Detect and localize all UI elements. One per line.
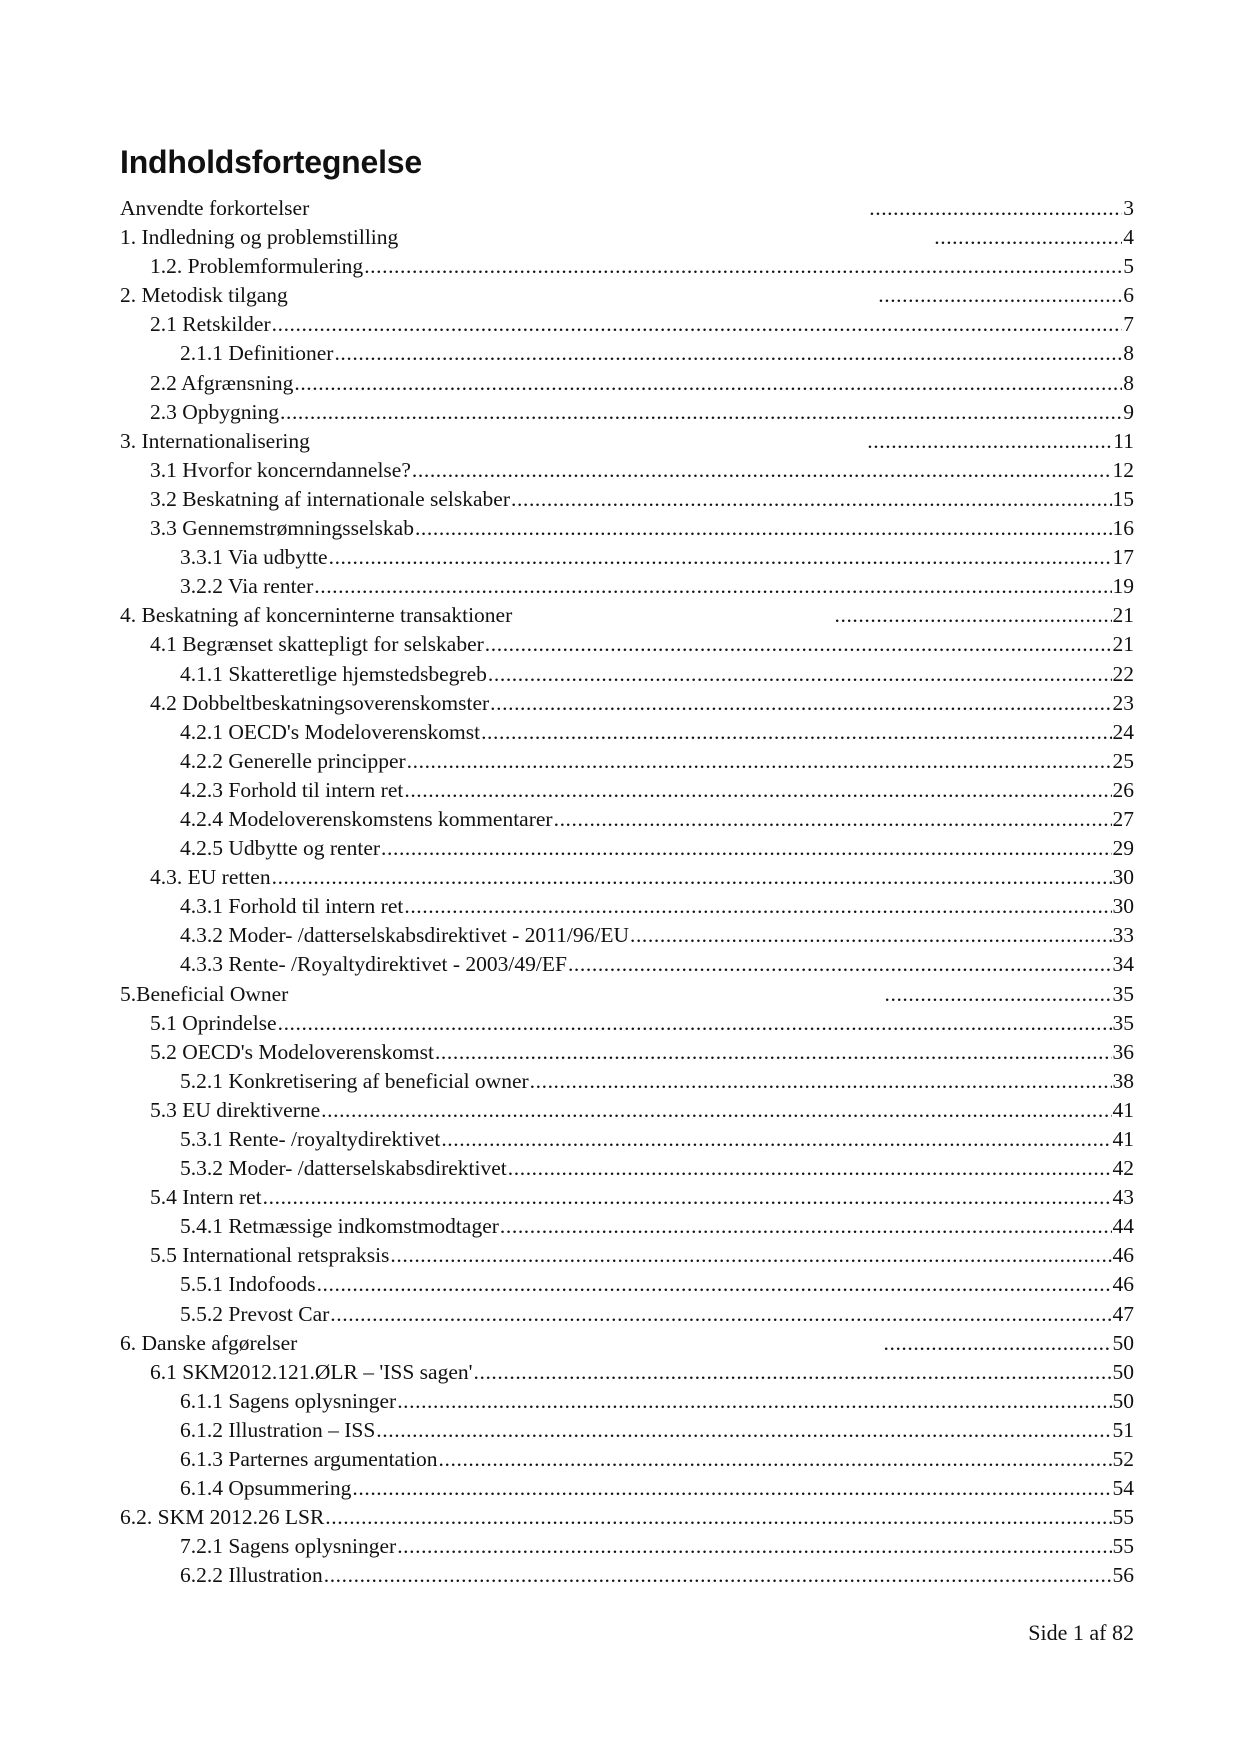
toc-entry-page: 44 <box>1112 1214 1134 1239</box>
toc-entry-page: 8 <box>1123 341 1134 366</box>
toc-dot-leader <box>554 805 1112 834</box>
toc-entry[interactable] <box>120 805 1134 834</box>
toc-entry[interactable] <box>120 339 1134 368</box>
toc-entry-page: 38 <box>1112 1068 1134 1093</box>
toc-entry-label: 4.2.1 OECD's Modeloverenskomst <box>180 719 481 744</box>
toc-entry[interactable] <box>120 1241 1134 1270</box>
toc-dot-leader <box>314 572 1111 601</box>
toc-entry-label: 4.1 Begrænset skattepligt for selskaber <box>150 632 484 657</box>
toc-entry-label: 6.1.4 Opsummering <box>180 1476 352 1501</box>
toc-entry-label: 5.2 OECD's Modeloverenskomst <box>150 1039 434 1064</box>
toc-entry-label: 6.1 SKM2012.121.ØLR – 'ISS sagen' <box>150 1359 473 1384</box>
table-of-contents <box>120 194 1134 1591</box>
toc-entry-page: 46 <box>1112 1272 1134 1297</box>
toc-entry-page: 15 <box>1112 486 1134 511</box>
toc-entry[interactable] <box>120 456 1134 485</box>
toc-entry[interactable] <box>120 776 1134 805</box>
toc-dot-leader <box>412 456 1112 485</box>
toc-entry[interactable] <box>120 747 1134 776</box>
toc-entry-page: 41 <box>1112 1127 1134 1151</box>
toc-entry-label: 5.5 International retspraksis <box>150 1243 390 1268</box>
toc-dot-leader <box>867 427 1112 456</box>
toc-entry[interactable] <box>120 310 1134 339</box>
toc-entry-page: 47 <box>1112 1301 1134 1326</box>
toc-entry-page: 33 <box>1112 923 1134 948</box>
toc-dot-leader <box>381 834 1111 863</box>
toc-entry-page: 51 <box>1112 1417 1134 1442</box>
toc-dot-leader <box>404 776 1111 805</box>
toc-entry[interactable] <box>120 892 1134 921</box>
toc-entry[interactable] <box>120 1270 1134 1299</box>
toc-entry[interactable] <box>120 1358 1134 1387</box>
toc-dot-leader <box>415 514 1112 543</box>
toc-entry-label: 5.4.1 Retmæssige indkomstmodtager <box>180 1214 499 1239</box>
toc-entry[interactable] <box>120 1009 1134 1038</box>
toc-entry-label: 5.Beneficial Owner <box>120 981 289 1006</box>
toc-entry-label: 3. Internationalisering <box>120 428 310 453</box>
toc-dot-leader <box>481 718 1111 747</box>
toc-entry[interactable] <box>120 660 1134 689</box>
toc-dot-leader <box>490 689 1111 718</box>
toc-dot-leader <box>294 369 1122 398</box>
toc-entry-label: 2.2 Afgrænsning <box>150 370 294 395</box>
toc-entry-label: 4.2 Dobbeltbeskatningsoverenskomster <box>150 690 490 715</box>
toc-entry-page: 3 <box>1123 196 1134 220</box>
toc-entry-page: 35 <box>1112 981 1134 1006</box>
toc-entry[interactable] <box>120 252 1134 281</box>
toc-entry[interactable] <box>120 223 1134 252</box>
toc-entry-label: 2.1 Retskilder <box>150 312 271 337</box>
toc-entry-label: 6.2.2 Illustration <box>180 1563 323 1588</box>
toc-entry-page: 30 <box>1112 865 1134 890</box>
toc-entry-page: 12 <box>1112 457 1134 482</box>
toc-entry-page: 27 <box>1112 806 1134 831</box>
toc-entry[interactable] <box>120 427 1134 456</box>
toc-entry-page: 46 <box>1112 1243 1134 1268</box>
toc-entry-label: 2. Metodisk tilgang <box>120 283 288 308</box>
toc-entry-label: 2.1.1 Definitioner <box>180 341 334 366</box>
toc-entry-label: 6.2. SKM 2012.26 LSR <box>120 1505 325 1530</box>
toc-dot-leader <box>364 252 1122 281</box>
toc-entry[interactable] <box>120 1154 1134 1183</box>
toc-entry-page: 30 <box>1112 894 1134 919</box>
toc-entry-page: 29 <box>1112 836 1134 861</box>
toc-entry-page: 8 <box>1123 370 1134 395</box>
toc-entry-page: 36 <box>1112 1039 1134 1064</box>
toc-entry[interactable] <box>120 1445 1134 1474</box>
toc-entry-page: 11 <box>1113 428 1134 453</box>
toc-entry-label: 4. Beskatning af koncerninterne transaktioner <box>120 603 513 628</box>
toc-dot-leader <box>321 1096 1111 1125</box>
toc-entry[interactable] <box>120 1125 1134 1154</box>
toc-entry[interactable] <box>120 980 1134 1009</box>
page-title: Indholdsfortegnelse <box>120 144 422 180</box>
toc-entry-page: 23 <box>1112 690 1134 715</box>
toc-entry-page: 7 <box>1123 312 1134 337</box>
toc-entry-page: 34 <box>1112 952 1134 977</box>
toc-entry[interactable] <box>120 543 1134 572</box>
toc-entry-page: 35 <box>1112 1010 1134 1035</box>
toc-entry-label: 1.2. Problemformulering <box>150 254 364 279</box>
toc-dot-leader <box>485 630 1112 659</box>
toc-entry-label: 5.2.1 Konkretisering af beneficial owner <box>180 1068 529 1093</box>
toc-entry[interactable] <box>120 369 1134 398</box>
toc-entry-label: 4.3. EU retten <box>150 865 271 890</box>
toc-entry-label: 5.4 Intern ret <box>150 1185 262 1210</box>
toc-dot-leader <box>272 863 1112 892</box>
toc-dot-leader <box>530 1067 1112 1096</box>
page-footer: Side 1 af 82 <box>1028 1620 1134 1645</box>
toc-dot-leader <box>568 950 1112 979</box>
toc-dot-leader <box>280 398 1122 427</box>
toc-entry[interactable] <box>120 689 1134 718</box>
toc-entry-label: 6. Danske afgørelser <box>120 1330 298 1355</box>
toc-entry[interactable] <box>120 281 1134 310</box>
toc-dot-leader <box>376 1416 1111 1445</box>
toc-entry-page: 4 <box>1123 225 1134 250</box>
toc-entry[interactable] <box>120 1067 1134 1096</box>
toc-entry-page: 26 <box>1112 777 1134 802</box>
toc-entry-label: 5.5.1 Indofoods <box>180 1272 316 1297</box>
toc-entry-label: 3.2 Beskatning af internationale selskaber <box>150 486 511 511</box>
toc-dot-leader <box>869 194 1122 223</box>
toc-dot-leader <box>334 339 1122 368</box>
toc-entry-label: 4.2.4 Modeloverenskomstens kommentarer <box>180 806 553 831</box>
toc-entry[interactable] <box>120 485 1134 514</box>
toc-entry-page: 22 <box>1112 661 1134 686</box>
toc-entry[interactable] <box>120 1416 1134 1445</box>
toc-entry-page: 55 <box>1112 1505 1134 1530</box>
toc-entry-page: 21 <box>1112 603 1134 628</box>
toc-entry-page: 54 <box>1112 1476 1134 1501</box>
toc-dot-leader <box>278 1009 1112 1038</box>
toc-dot-leader <box>317 1270 1112 1299</box>
toc-entry[interactable] <box>120 1474 1134 1503</box>
toc-dot-leader <box>397 1532 1111 1561</box>
toc-dot-leader <box>934 223 1122 252</box>
toc-entry-page: 43 <box>1112 1185 1134 1210</box>
toc-entry[interactable] <box>120 718 1134 747</box>
toc-entry-page: 56 <box>1112 1563 1134 1588</box>
toc-entry-page: 5 <box>1123 254 1134 279</box>
toc-dot-leader <box>397 1387 1111 1416</box>
toc-entry[interactable] <box>120 398 1134 427</box>
toc-entry-page: 17 <box>1112 545 1134 570</box>
toc-entry[interactable] <box>120 514 1134 543</box>
toc-dot-leader <box>488 660 1112 689</box>
toc-entry[interactable] <box>120 1561 1134 1590</box>
toc-entry-label: 3.3 Gennemstrømningsselskab <box>150 516 414 541</box>
toc-entry-label: 3.1 Hvorfor koncerndannelse? <box>150 457 411 482</box>
toc-dot-leader <box>435 1038 1112 1067</box>
toc-entry-label: 5.1 Oprindelse <box>150 1010 277 1035</box>
toc-dot-leader <box>884 1329 1112 1358</box>
toc-entry-label: Anvendte forkortelser <box>120 196 310 220</box>
toc-entry[interactable] <box>120 1096 1134 1125</box>
toc-entry[interactable] <box>120 1387 1134 1416</box>
toc-entry-page: 41 <box>1112 1097 1134 1122</box>
toc-entry-page: 16 <box>1112 516 1134 541</box>
toc-entry-label: 1. Indledning og problemstilling <box>120 225 399 250</box>
toc-dot-leader <box>511 485 1111 514</box>
toc-dot-leader <box>439 1445 1112 1474</box>
toc-dot-leader <box>508 1154 1112 1183</box>
toc-dot-leader <box>630 921 1112 950</box>
toc-entry-label: 5.3 EU direktiverne <box>150 1097 321 1122</box>
toc-page <box>120 140 1134 1591</box>
toc-entry[interactable] <box>120 572 1134 601</box>
toc-entry[interactable] <box>120 1503 1134 1532</box>
toc-entry-page: 21 <box>1112 632 1134 657</box>
toc-entry-label: 2.3 Opbygning <box>150 399 279 424</box>
toc-entry[interactable] <box>120 1532 1134 1561</box>
toc-entry-label: 4.1.1 Skatteretlige hjemstedsbegreb <box>180 661 487 686</box>
toc-dot-leader <box>324 1561 1112 1590</box>
toc-entry[interactable] <box>120 1329 1134 1358</box>
toc-entry-label: 4.3.1 Forhold til intern ret <box>180 894 404 919</box>
toc-dot-leader <box>352 1474 1111 1503</box>
toc-entry[interactable] <box>120 630 1134 659</box>
toc-entry-label: 6.1.2 Illustration – ISS <box>180 1417 376 1442</box>
toc-entry-page: 50 <box>1112 1330 1134 1355</box>
toc-entry[interactable] <box>120 1300 1134 1329</box>
toc-entry-label: 6.1.1 Sagens oplysninger <box>180 1388 397 1413</box>
toc-entry-page: 25 <box>1112 748 1134 773</box>
toc-entry-page: 9 <box>1123 399 1134 424</box>
toc-entry-label: 3.3.1 Via udbytte <box>180 545 328 570</box>
toc-entry[interactable] <box>120 921 1134 950</box>
toc-entry-page: 50 <box>1112 1388 1134 1413</box>
toc-entry[interactable] <box>120 601 1134 630</box>
toc-dot-leader <box>835 601 1112 630</box>
toc-entry-label: 5.5.2 Prevost Car <box>180 1301 330 1326</box>
toc-entry[interactable] <box>120 950 1134 979</box>
toc-dot-leader <box>878 281 1122 310</box>
toc-entry-page: 55 <box>1112 1534 1134 1559</box>
toc-entry-label: 5.3.2 Moder- /datterselskabsdirektivet <box>180 1156 507 1181</box>
toc-entry-label: 4.2.3 Forhold til intern ret <box>180 777 404 802</box>
toc-entry-label: 4.2.5 Udbytte og renter <box>180 836 381 861</box>
toc-entry[interactable] <box>120 194 1134 223</box>
toc-entry-label: 4.3.3 Rente- /Royaltydirektivet - 2003/49/EF <box>180 952 567 977</box>
toc-entry-label: 6.1.3 Parternes argumentation <box>180 1447 438 1472</box>
toc-entry-label: 4.3.2 Moder- /datterselskabsdirektivet - 2011/96/EU <box>180 923 629 948</box>
toc-entry-page: 24 <box>1112 719 1134 744</box>
toc-entry-page: 19 <box>1112 574 1134 599</box>
toc-dot-leader <box>390 1241 1111 1270</box>
toc-dot-leader <box>329 543 1112 572</box>
toc-dot-leader <box>325 1503 1111 1532</box>
toc-entry-page: 52 <box>1112 1447 1134 1472</box>
toc-dot-leader <box>272 310 1123 339</box>
toc-dot-leader <box>474 1358 1112 1387</box>
toc-entry[interactable] <box>120 1212 1134 1241</box>
toc-dot-leader <box>441 1125 1111 1154</box>
toc-entry[interactable] <box>120 1183 1134 1212</box>
toc-dot-leader <box>330 1300 1111 1329</box>
toc-entry-page: 42 <box>1112 1156 1134 1181</box>
toc-dot-leader <box>404 892 1111 921</box>
toc-entry[interactable] <box>120 863 1134 892</box>
toc-dot-leader <box>885 980 1112 1009</box>
toc-entry-label: 4.2.2 Generelle principper <box>180 748 406 773</box>
toc-dot-leader <box>407 747 1112 776</box>
toc-entry-page: 50 <box>1112 1359 1134 1384</box>
toc-entry-page: 6 <box>1123 283 1134 308</box>
toc-entry[interactable] <box>120 1038 1134 1067</box>
toc-entry-label: 3.2.2 Via renter <box>180 574 314 599</box>
toc-entry-label: 5.3.1 Rente- /royaltydirektivet <box>180 1127 441 1151</box>
toc-entry[interactable] <box>120 834 1134 863</box>
toc-entry-label: 7.2.1 Sagens oplysninger <box>180 1534 397 1559</box>
toc-dot-leader <box>500 1212 1112 1241</box>
toc-dot-leader <box>263 1183 1112 1212</box>
